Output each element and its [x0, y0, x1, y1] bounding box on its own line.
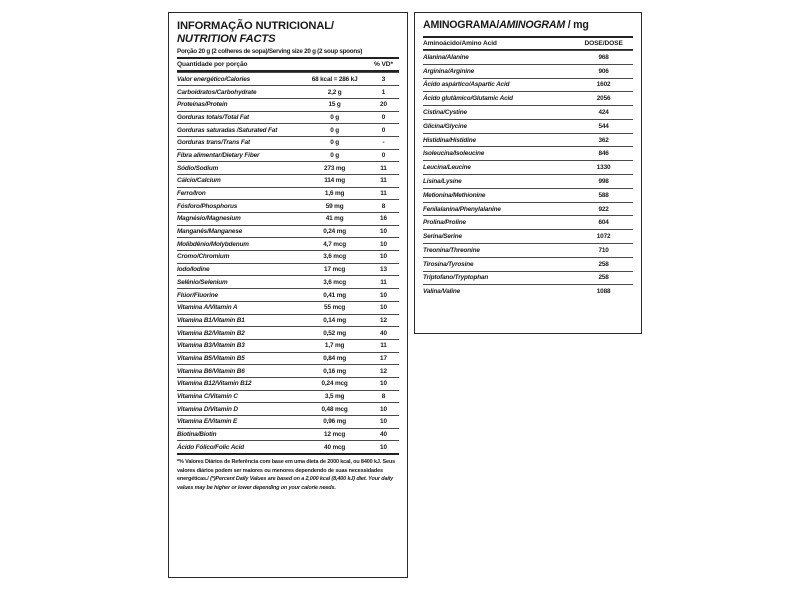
- nutrient-daily-value: 12: [368, 314, 399, 327]
- table-row: [177, 136, 399, 149]
- nutrient-daily-value: 12: [368, 365, 399, 378]
- nutrition-facts-panel: [168, 12, 408, 578]
- nutrient-amount: 17 mcg: [301, 263, 368, 276]
- amino-acid-name: Ácido glutâmico/Glutamic Acid: [423, 92, 574, 106]
- table-row: [177, 276, 399, 289]
- nutrient-daily-value: 10: [368, 289, 399, 302]
- amino-acid-name: Prolina/Proline: [423, 216, 574, 230]
- nutrient-daily-value: 10: [368, 377, 399, 390]
- amino-acid-dose: 906: [574, 64, 633, 78]
- aminogram-rows-table: [423, 50, 633, 298]
- table-row: [177, 86, 399, 99]
- table-row: [177, 98, 399, 111]
- table-row: [423, 175, 633, 189]
- nutrient-amount: 3,6 mcg: [301, 276, 368, 289]
- nutrient-name: Flúor/Fluorine: [177, 289, 301, 302]
- nutrient-daily-value: 1: [368, 86, 399, 99]
- amino-acid-name: Ácido aspártico/Aspartic Acid: [423, 78, 574, 92]
- amino-acid-dose: 1088: [574, 285, 633, 298]
- table-row: [177, 339, 399, 352]
- nutrient-name: Vitamina B12/Vitamin B12: [177, 377, 301, 390]
- nutrient-daily-value: 10: [368, 238, 399, 251]
- nutrient-name: Vitamina B5/Vitamin B5: [177, 352, 301, 365]
- table-row: [177, 213, 399, 226]
- nutrient-daily-value: -: [368, 136, 399, 149]
- amino-acid-name: Leucina/Leucine: [423, 161, 574, 175]
- table-row: [423, 243, 633, 257]
- nutrient-amount: 3,6 mcg: [301, 251, 368, 264]
- nutrient-daily-value: 10: [368, 403, 399, 416]
- table-row: [423, 119, 633, 133]
- amino-acid-dose: 588: [574, 188, 633, 202]
- table-row: [423, 285, 633, 298]
- nutrient-name: Fósforo/Phosphorus: [177, 200, 301, 213]
- nutrient-amount: 0,52 mg: [301, 327, 368, 340]
- table-row: [423, 271, 633, 285]
- nutrient-daily-value: 40: [368, 327, 399, 340]
- nutrient-name: Magnésio/Magnesium: [177, 213, 301, 226]
- nutrition-title-en: NUTRITION FACTS: [177, 32, 276, 45]
- nutrition-title: [177, 20, 399, 45]
- nutrient-daily-value: 0: [368, 149, 399, 162]
- table-row: [423, 78, 633, 92]
- nutrient-name: Ácido Fólico/Folic Acid: [177, 441, 301, 453]
- nutrient-daily-value: 10: [368, 441, 399, 453]
- nutrient-amount: 0 g: [301, 124, 368, 137]
- table-row: [423, 92, 633, 106]
- table-row: [423, 216, 633, 230]
- nutrient-daily-value: 11: [368, 187, 399, 200]
- nutrient-amount: 0 g: [301, 149, 368, 162]
- nutrient-amount: 15 g: [301, 98, 368, 111]
- table-row: [177, 301, 399, 314]
- nutrient-name: Manganês/Manganese: [177, 225, 301, 238]
- table-row: [423, 230, 633, 244]
- table-row: [177, 390, 399, 403]
- nutrient-daily-value: 11: [368, 162, 399, 175]
- amino-acid-name: Lisina/Lysine: [423, 175, 574, 189]
- column-header-amount: Quantidade por porção: [177, 61, 248, 69]
- table-row: [177, 403, 399, 416]
- nutrient-amount: 0,24 mg: [301, 225, 368, 238]
- aminogram-title-pt: AMINOGRAMA/: [423, 19, 500, 31]
- table-row: [177, 377, 399, 390]
- amino-acid-name: Serina/Serine: [423, 230, 574, 244]
- table-row: [177, 73, 399, 86]
- amino-acid-name: Metionina/Methionine: [423, 188, 574, 202]
- table-row: [423, 106, 633, 120]
- amino-acid-name: Tirosina/Tyrosine: [423, 257, 574, 271]
- nutrient-daily-value: 40: [368, 428, 399, 441]
- nutrient-name: Vitamina B6/Vitamin B6: [177, 365, 301, 378]
- nutrient-amount: 273 mg: [301, 162, 368, 175]
- table-row: [423, 202, 633, 216]
- nutrient-daily-value: 20: [368, 98, 399, 111]
- nutrient-name: Vitamina E/Vitamin E: [177, 416, 301, 429]
- amino-acid-name: Histidina/Histidine: [423, 133, 574, 147]
- nutrient-amount: 2,2 g: [301, 86, 368, 99]
- nutrient-daily-value: 13: [368, 263, 399, 276]
- nutrient-name: Vitamina D/Vitamin D: [177, 403, 301, 416]
- table-row: [177, 428, 399, 441]
- table-row: [423, 161, 633, 175]
- amino-acid-dose: 710: [574, 243, 633, 257]
- nutrient-name: Carboidratos/Carbohydrate: [177, 86, 301, 99]
- aminogram-title: [423, 20, 633, 32]
- amino-acid-dose: 258: [574, 257, 633, 271]
- amino-acid-dose: 1602: [574, 78, 633, 92]
- nutrient-name: Vitamina A/Vitamin A: [177, 301, 301, 314]
- nutrient-amount: 59 mg: [301, 200, 368, 213]
- nutrient-name: Gorduras saturadas /Saturated Fat: [177, 124, 301, 137]
- aminogram-title-en: AMINOGRAM: [499, 19, 565, 31]
- nutrient-amount: 1,6 mg: [301, 187, 368, 200]
- table-row: [177, 365, 399, 378]
- table-row: [177, 187, 399, 200]
- nutrient-amount: 1,7 mg: [301, 339, 368, 352]
- amino-acid-name: Glicina/Glycine: [423, 119, 574, 133]
- column-header-dv: % VD*: [373, 61, 393, 69]
- nutrition-table: [177, 59, 399, 70]
- amino-acid-dose: 544: [574, 119, 633, 133]
- divider-bottom: [177, 453, 399, 455]
- aminogram-header-table: [423, 38, 633, 49]
- amino-acid-dose: 846: [574, 147, 633, 161]
- amino-acid-dose: 2056: [574, 92, 633, 106]
- nutrient-name: Sódio/Sodium: [177, 162, 301, 175]
- nutrient-name: Vitamina C/Vitamin C: [177, 390, 301, 403]
- nutrient-daily-value: 10: [368, 225, 399, 238]
- nutrient-daily-value: 8: [368, 200, 399, 213]
- nutrient-amount: 0,41 mg: [301, 289, 368, 302]
- table-row: [423, 257, 633, 271]
- column-header-dose: DOSE/DOSE: [584, 39, 623, 47]
- table-row: [177, 416, 399, 429]
- nutrient-daily-value: 10: [368, 301, 399, 314]
- nutrient-amount: 68 kcal = 286 kJ: [301, 73, 368, 86]
- nutrient-name: Molibdênio/Molybdenum: [177, 238, 301, 251]
- nutrient-daily-value: 0: [368, 124, 399, 137]
- amino-acid-dose: 922: [574, 202, 633, 216]
- nutrient-name: Ferro/Iron: [177, 187, 301, 200]
- nutrient-amount: 12 mcg: [301, 428, 368, 441]
- nutrient-name: Cromo/Chromium: [177, 251, 301, 264]
- table-row: [177, 251, 399, 264]
- nutrient-daily-value: 11: [368, 276, 399, 289]
- nutrient-amount: 40 mcg: [301, 441, 368, 453]
- footnote-pt: *% Valores Diários de Referência com base em uma dieta de 2000 kcal, ou 8400 kJ. Seus valores diários podem ser maiores ou menores dependendo de suas necessidades energéticas./: [177, 459, 396, 483]
- nutrition-rows-table: [177, 72, 399, 453]
- nutrient-amount: 0,84 mg: [301, 352, 368, 365]
- table-row: [177, 289, 399, 302]
- table-row: [177, 124, 399, 137]
- nutrient-daily-value: 10: [368, 416, 399, 429]
- table-row: [177, 327, 399, 340]
- amino-acid-name: Cistina/Cystine: [423, 106, 574, 120]
- table-row: [177, 441, 399, 453]
- table-row: [177, 314, 399, 327]
- nutrient-daily-value: 10: [368, 251, 399, 264]
- table-row: [177, 238, 399, 251]
- nutrient-name: Fibra alimentar/Dietary Fiber: [177, 149, 301, 162]
- nutrient-name: Valor energético/Calories: [177, 73, 301, 86]
- nutrient-name: Vitamina B2/Vitamin B2: [177, 327, 301, 340]
- nutrient-amount: 41 mg: [301, 213, 368, 226]
- nutrient-daily-value: 11: [368, 339, 399, 352]
- nutrient-name: Vitamina B3/Vitamin B3: [177, 339, 301, 352]
- table-row: [177, 162, 399, 175]
- nutrition-table-header: [177, 59, 399, 70]
- nutrient-name: Cálcio/Calcium: [177, 174, 301, 187]
- nutrient-name: Gorduras trans/Trans Fat: [177, 136, 301, 149]
- nutrient-amount: 3,5 mg: [301, 390, 368, 403]
- table-row: [177, 149, 399, 162]
- table-row: [423, 51, 633, 65]
- nutrient-amount: 0 g: [301, 136, 368, 149]
- nutrient-name: Vitamina B1/Vitamin B1: [177, 314, 301, 327]
- amino-acid-name: Fenilalanina/Phenylalanine: [423, 202, 574, 216]
- amino-acid-dose: 1072: [574, 230, 633, 244]
- nutrient-amount: 0,24 mcg: [301, 377, 368, 390]
- nutrient-name: Selênio/Selenium: [177, 276, 301, 289]
- amino-acid-name: Alanina/Alanine: [423, 51, 574, 65]
- amino-acid-name: Triptofano/Tryptophan: [423, 271, 574, 285]
- table-row: [177, 174, 399, 187]
- nutrient-daily-value: 11: [368, 174, 399, 187]
- amino-acid-dose: 258: [574, 271, 633, 285]
- nutrient-daily-value: 8: [368, 390, 399, 403]
- footnote-en: (*)Percent Daily Values are based on a 2,000 kcal (8,400 kJ) diet. Your daily values may be higher or lower depending on your calorie needs.: [177, 476, 394, 492]
- table-row: [177, 200, 399, 213]
- nutrient-amount: 0,48 mcg: [301, 403, 368, 416]
- amino-acid-dose: 424: [574, 106, 633, 120]
- nutrient-name: Proteínas/Protein: [177, 98, 301, 111]
- nutrient-daily-value: 17: [368, 352, 399, 365]
- table-row: [423, 64, 633, 78]
- amino-acid-dose: 968: [574, 51, 633, 65]
- column-header-amino-acid: Aminoácido/Amino Acid: [423, 39, 497, 47]
- nutrient-amount: 0,96 mg: [301, 416, 368, 429]
- aminogram-panel: [414, 12, 642, 334]
- amino-acid-name: Valina/Valine: [423, 285, 574, 298]
- table-row: [177, 352, 399, 365]
- nutrient-daily-value: 0: [368, 111, 399, 124]
- serving-size-text: Porção 20 g (2 colheres de sopa)/Serving size 20 g (2 soup spoons): [177, 48, 363, 56]
- nutrient-amount: 114 mg: [301, 174, 368, 187]
- amino-acid-dose: 1330: [574, 161, 633, 175]
- table-row: [177, 225, 399, 238]
- nutrient-name: Biotina/Biotin: [177, 428, 301, 441]
- nutrient-amount: 4,7 mcg: [301, 238, 368, 251]
- nutrient-amount: 55 mcg: [301, 301, 368, 314]
- nutrient-daily-value: 16: [368, 213, 399, 226]
- nutrient-amount: 0,14 mg: [301, 314, 368, 327]
- nutrient-name: Gorduras totais/Total Fat: [177, 111, 301, 124]
- nutrient-daily-value: 3: [368, 73, 399, 86]
- amino-acid-dose: 604: [574, 216, 633, 230]
- table-row: [423, 133, 633, 147]
- aminogram-title-unit: / mg: [564, 19, 589, 31]
- nutrient-amount: 0 g: [301, 111, 368, 124]
- amino-acid-name: Arginina/Arginine: [423, 64, 574, 78]
- table-row: [177, 263, 399, 276]
- table-row: [177, 111, 399, 124]
- amino-acid-name: Isoleucina/Isoleucine: [423, 147, 574, 161]
- amino-acid-name: Treonina/Threonine: [423, 243, 574, 257]
- nutrition-title-pt: INFORMAÇÃO NUTRICIONAL/: [177, 20, 334, 32]
- aminogram-table-header: [423, 38, 633, 49]
- table-row: [423, 188, 633, 202]
- table-row: [423, 147, 633, 161]
- nutrient-amount: 0,16 mg: [301, 365, 368, 378]
- nutrient-name: Iodo/Iodine: [177, 263, 301, 276]
- amino-acid-dose: 362: [574, 133, 633, 147]
- footnote: [177, 458, 399, 493]
- amino-acid-dose: 998: [574, 175, 633, 189]
